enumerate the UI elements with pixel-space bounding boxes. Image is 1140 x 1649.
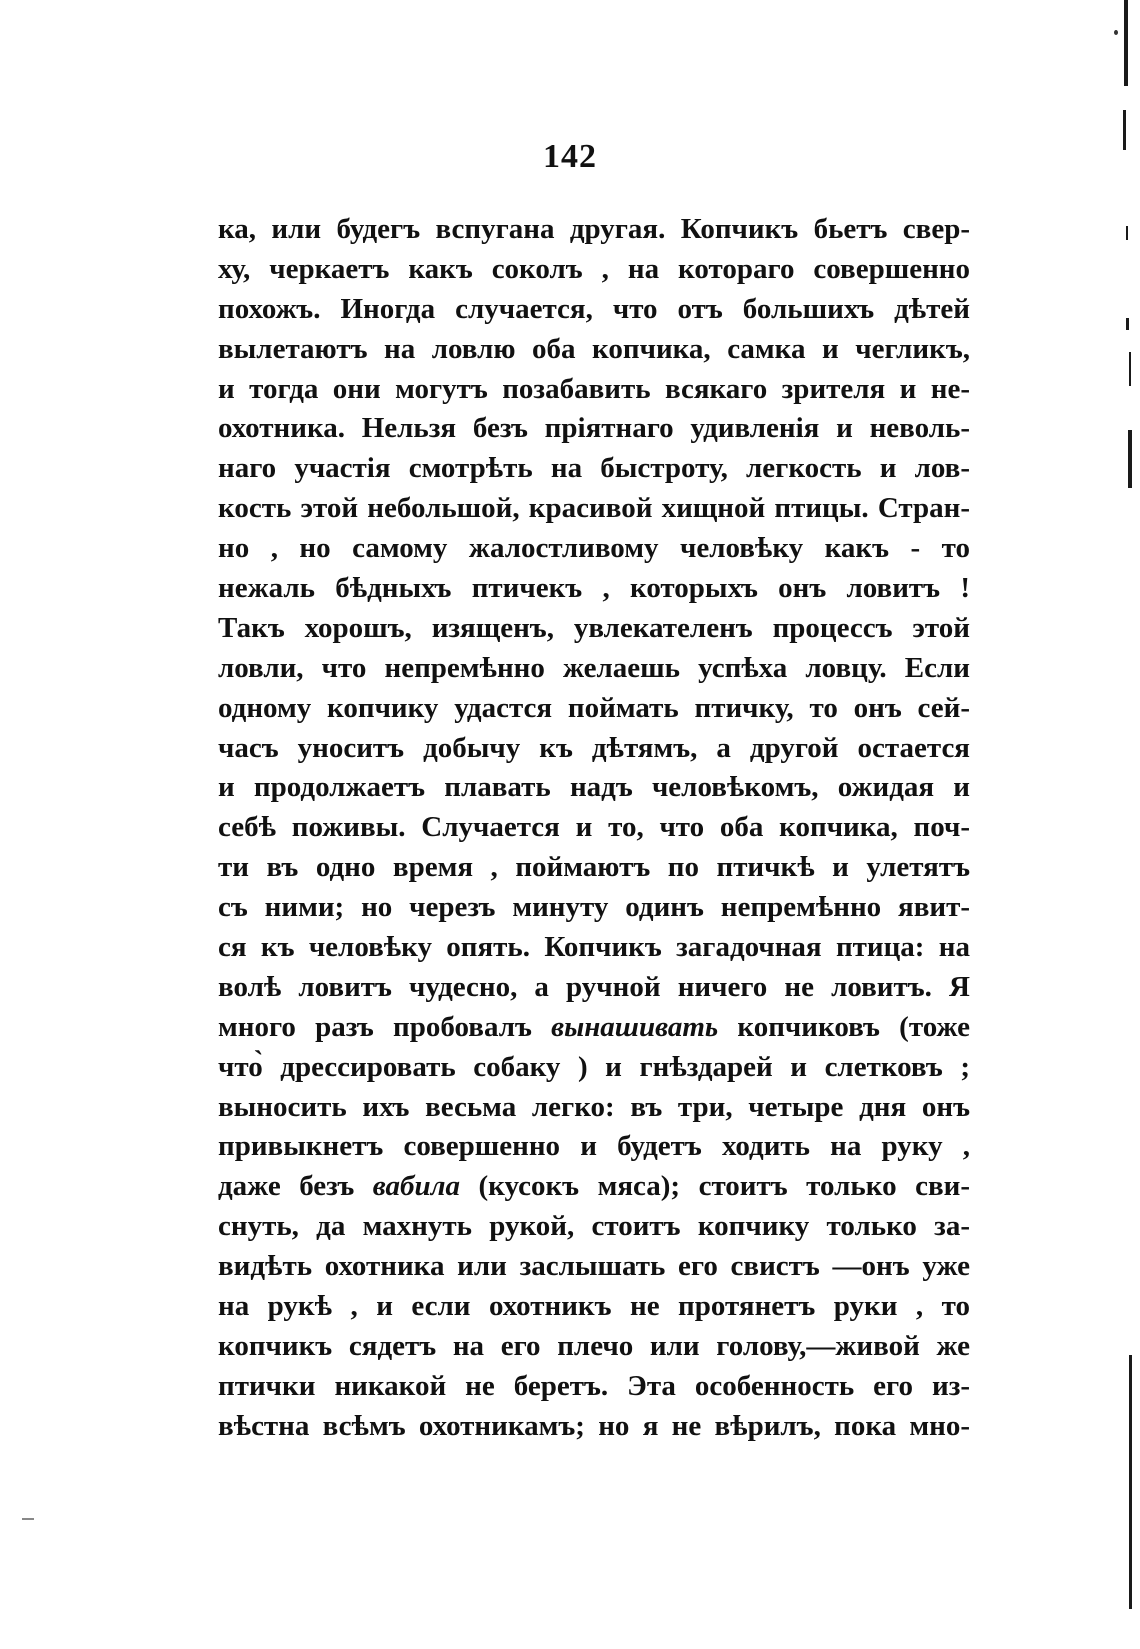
text-span: видѣть охотника или заслышать его свистъ —онъ уже bbox=[218, 1250, 970, 1283]
text-span: Такъ хорошъ, изященъ, увлекателенъ процессъ этой bbox=[218, 611, 970, 644]
text-span: выносить ихъ весьма легко: въ три, четыре дня онъ bbox=[218, 1090, 970, 1123]
text-line bbox=[218, 729, 970, 769]
text-span: (кусокъ мяса); стоитъ только сви- bbox=[460, 1170, 970, 1203]
text-line bbox=[218, 1207, 970, 1247]
text-span: но , но самому жалостливому человѣку какъ - то bbox=[218, 532, 970, 565]
text-span: охотника. Нельзя безъ пріятнаго удивленія и неволь- bbox=[218, 412, 970, 445]
text-span: ху, черкаетъ какъ соколъ , на котораго совершенно bbox=[218, 252, 970, 285]
text-line bbox=[218, 529, 970, 569]
text-span: ка, или будегъ вспугана другая. Копчикъ бьетъ свер- bbox=[218, 213, 970, 245]
text-span: часъ уноситъ добычу къ дѣтямъ, а другой остается bbox=[218, 731, 970, 764]
scan-speck bbox=[1114, 30, 1118, 35]
scan-edge-line bbox=[1123, 110, 1126, 150]
text-span: что̀ дрессировать собаку ) и гнѣздарей и слетковъ ; bbox=[218, 1050, 970, 1083]
italic-word: вабила bbox=[372, 1170, 461, 1203]
text-span: копчиковъ (тоже bbox=[718, 1010, 970, 1043]
text-line bbox=[218, 489, 970, 529]
text-span: копчикъ сядетъ на его плечо или голову,—живой же bbox=[218, 1329, 970, 1362]
scan-edge-line bbox=[1129, 1355, 1132, 1609]
italic-word: вынашивать bbox=[551, 1010, 719, 1043]
text-line bbox=[218, 250, 970, 290]
text-line bbox=[218, 290, 970, 330]
text-line bbox=[218, 1127, 970, 1167]
text-span: нежаль бѣдныхъ птичекъ , которыхъ онъ ловитъ ! bbox=[218, 572, 970, 605]
text-line bbox=[218, 808, 970, 848]
body-text bbox=[218, 210, 970, 1447]
text-span: ся къ человѣку опять. Копчикъ загадочная птица: на bbox=[218, 931, 970, 964]
text-span: ловли, что непремѣнно желаешь успѣха ловцу. Если bbox=[218, 651, 970, 684]
text-line bbox=[218, 1407, 970, 1447]
text-span: волѣ ловитъ чудесно, а ручной ничего не ловитъ. Я bbox=[218, 970, 970, 1003]
text-line bbox=[218, 1287, 970, 1327]
text-span: вылетаютъ на ловлю оба копчика, самка и чегликъ, bbox=[218, 332, 970, 365]
text-line bbox=[218, 409, 970, 449]
text-line bbox=[218, 609, 970, 649]
text-span: вѣстна всѣмъ охотникамъ; но я не вѣрилъ, пока мно- bbox=[218, 1409, 970, 1442]
text-span: ти въ одно время , поймаютъ по птичкѣ и улетятъ bbox=[218, 851, 970, 884]
text-line bbox=[218, 330, 970, 370]
text-line bbox=[218, 768, 970, 808]
text-line bbox=[218, 1167, 970, 1207]
text-line bbox=[218, 1247, 970, 1287]
text-line bbox=[218, 569, 970, 609]
text-line bbox=[218, 449, 970, 489]
text-line bbox=[218, 1367, 970, 1407]
text-span: на рукѣ , и если охотникъ не протянетъ руки , то bbox=[218, 1290, 970, 1323]
text-line bbox=[218, 928, 970, 968]
text-span: птички никакой не беретъ. Эта особенность его из- bbox=[218, 1369, 970, 1402]
text-span: кость этой небольшой, красивой хищной птицы. Стран- bbox=[218, 492, 970, 525]
text-line bbox=[218, 1327, 970, 1367]
text-span: и продолжаетъ плавать надъ человѣкомъ, ожидая и bbox=[218, 771, 970, 804]
text-line bbox=[218, 649, 970, 689]
scan-edge-line bbox=[1129, 352, 1131, 386]
text-span: привыкнетъ совершенно и будетъ ходить на руку , bbox=[218, 1130, 970, 1163]
text-span: снуть, да махнуть рукой, стоитъ копчику только за- bbox=[218, 1210, 970, 1243]
text-span: много разъ пробовалъ bbox=[218, 1010, 552, 1043]
text-line bbox=[218, 968, 970, 1008]
scan-corner-mark bbox=[22, 1518, 34, 1520]
scan-edge-line bbox=[1126, 318, 1129, 330]
text-line bbox=[218, 1088, 970, 1128]
text-line bbox=[218, 210, 970, 250]
text-span: съ ними; но черезъ минуту одинъ непремѣнно явит- bbox=[218, 891, 970, 924]
page-number: 142 bbox=[543, 138, 597, 175]
text-span: похожъ. Иногда случается, что отъ большихъ дѣтей bbox=[218, 292, 970, 325]
text-line bbox=[218, 1048, 970, 1088]
text-span: даже безъ bbox=[218, 1170, 373, 1203]
scan-edge-artifact bbox=[1080, 0, 1140, 1649]
scan-edge-line bbox=[1124, 0, 1128, 86]
scan-edge-line bbox=[1126, 226, 1128, 240]
text-line bbox=[218, 689, 970, 729]
text-span: и тогда они могутъ позабавить всякаго зрителя и не- bbox=[218, 372, 970, 405]
text-line bbox=[218, 848, 970, 888]
text-span: наго участія смотрѣть на быстроту, легкость и лов- bbox=[218, 452, 970, 485]
scan-edge-line bbox=[1128, 430, 1132, 488]
text-line bbox=[218, 370, 970, 410]
text-span: одному копчику удастся поймать птичку, то онъ сей- bbox=[218, 691, 970, 724]
text-line bbox=[218, 1008, 970, 1048]
text-line bbox=[218, 888, 970, 928]
text-span: себѣ поживы. Случается и то, что оба копчика, поч- bbox=[218, 811, 970, 844]
